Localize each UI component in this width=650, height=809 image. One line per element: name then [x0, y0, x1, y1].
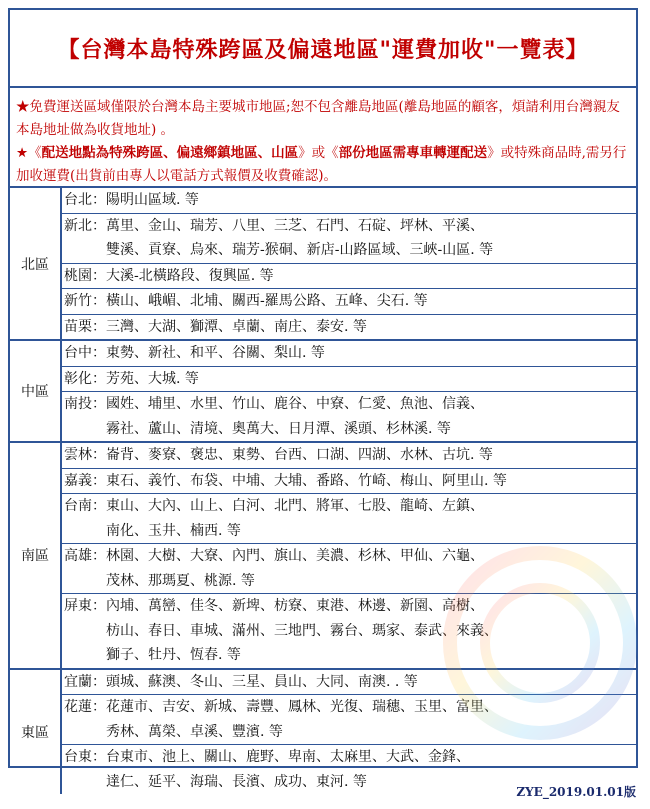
place-list	[106, 392, 632, 441]
place-line: 獅子、牡丹、恆春. 等	[106, 647, 241, 663]
place-list	[106, 289, 632, 314]
county-row	[62, 188, 636, 214]
place-line: 芳苑、大城. 等	[106, 370, 199, 387]
place-line: 台東市、池上、關山、鹿野、卑南、太麻里、大武、金鋒、	[106, 749, 470, 765]
county-name: 彰化：	[64, 370, 106, 387]
place-line: 頭城、蘇澳、冬山、三星、員山、大同、南澳. . 等	[106, 673, 418, 690]
region-label: 北區	[10, 188, 62, 339]
region-label: 中區	[10, 341, 62, 441]
place-line: 橫山、峨嵋、北埔、關西-羅馬公路、五峰、尖石. 等	[106, 293, 428, 309]
note-special-zone: 配送地點為特殊跨區、偏遠鄉鎮地區、山區	[41, 145, 299, 161]
place-line: 國姓、埔里、水里、竹山、鹿谷、中寮、仁愛、魚池、信義、	[106, 396, 484, 412]
county-row	[62, 315, 636, 340]
place-line: 茂林、那瑪夏、桃源. 等	[106, 572, 255, 589]
watermark-logo	[440, 518, 640, 768]
county-name: 宜蘭：	[64, 673, 106, 690]
title-box	[10, 10, 636, 88]
county-row	[62, 367, 636, 393]
county-rows	[62, 341, 636, 441]
county-name: 新北：	[64, 217, 106, 234]
place-list	[106, 188, 632, 213]
county-name: 台南：	[64, 498, 106, 514]
place-list	[106, 469, 632, 494]
place-line: 萬里、金山、瑞芳、八里、三芝、石門、石碇、坪林、平溪、	[106, 217, 484, 234]
county-name: 嘉義：	[64, 472, 106, 489]
note-free-shipping	[16, 96, 630, 142]
county-row	[62, 214, 636, 264]
county-name: 高雄：	[64, 548, 106, 564]
region-block	[10, 188, 636, 341]
place-list	[106, 367, 632, 392]
county-name: 苗栗：	[64, 318, 106, 335]
place-line: 三灣、大湖、獅潭、卓蘭、南庄、泰安. 等	[106, 318, 367, 335]
county-row	[62, 264, 636, 290]
page-title: 【台灣本島特殊跨區及偏遠地區"運費加收"一覽表】	[57, 36, 589, 63]
county-name: 桃園：	[64, 267, 106, 284]
place-line: 東山、大內、山上、白河、北門、將軍、七股、龍崎、左鎮、	[106, 498, 484, 514]
place-line: 枋山、春日、車城、滿州、三地門、霧台、瑪家、泰武、來義、	[106, 622, 498, 639]
region-label: 東區	[10, 670, 62, 795]
place-list	[106, 443, 632, 468]
county-name: 雲林：	[64, 447, 106, 463]
surcharge-table	[8, 8, 638, 790]
star-icon: ★	[16, 99, 30, 115]
place-line: 崙背、麥寮、褒忠、東勢、台西、口湖、四湖、水林、古坑. 等	[106, 447, 493, 463]
place-list	[106, 341, 632, 366]
county-name: 花蓮：	[64, 699, 106, 715]
place-line: 霧社、蘆山、清境、奧萬大、日月潭、溪頭、杉林溪. 等	[106, 420, 451, 437]
star-icon: ★	[16, 145, 29, 161]
place-list	[106, 214, 632, 263]
note-extra-charge: ★《配送地點為特殊跨區、偏遠鄉鎮地區、山區》或《部份地區需專車轉運配送》或特殊商品時,需另行加收運費(出貨前由專人以電話方式報價及收費確認)。	[16, 145, 627, 184]
place-line: 秀林、萬榮、卓溪、豐濱. 等	[106, 723, 283, 740]
county-name: 台東：	[64, 749, 106, 765]
note-transfer-delivery: 部份地區需專車轉運配送	[338, 145, 488, 161]
note-free-shipping-text: 免費運送區域僅限於台灣本島主要城市地區;恕不包含離島地區(離島地區的顧客，煩請利用台灣親友本島地址做為收貨地址) 。	[16, 99, 620, 138]
place-line: 南化、玉井、楠西. 等	[106, 522, 241, 539]
version-label: ZYE_2019.01.01版	[516, 785, 636, 799]
place-line: 達仁、延平、海瑞、長濱、成功、東河. 等	[106, 773, 367, 790]
place-line: 東勢、新社、和平、谷關、梨山. 等	[106, 345, 325, 361]
place-line: 大溪-北橫路段、復興區. 等	[106, 267, 274, 284]
county-name: 台北：	[64, 192, 106, 208]
county-row	[62, 469, 636, 495]
place-line: 內埔、萬巒、佳冬、新埤、枋寮、東港、林邊、新園、高樹、	[106, 598, 484, 614]
place-line: 東石、義竹、布袋、中埔、大埔、番路、竹崎、梅山、阿里山. 等	[106, 472, 507, 489]
place-line: 雙溪、貢寮、烏來、瑞芳-猴硐、新店-山路區域、三峽-山區. 等	[106, 242, 494, 258]
place-list	[106, 315, 632, 340]
place-list	[106, 264, 632, 289]
county-row	[62, 341, 636, 367]
notes-section	[10, 88, 636, 188]
county-rows	[62, 188, 636, 339]
county-name: 南投：	[64, 396, 106, 412]
county-row	[62, 392, 636, 441]
region-label: 南區	[10, 443, 62, 668]
county-name: 屏東：	[64, 598, 106, 614]
county-name: 台中：	[64, 345, 106, 361]
place-line: 陽明山區域. 等	[106, 192, 199, 208]
county-row	[62, 443, 636, 469]
region-block	[10, 341, 636, 443]
place-line: 花蓮市、吉安、新城、壽豐、鳳林、光復、瑞穗、玉里、富里、	[106, 699, 498, 715]
county-row	[62, 289, 636, 315]
county-name: 新竹：	[64, 293, 106, 309]
place-line: 林園、大樹、大寮、內門、旗山、美濃、杉林、甲仙、六龜、	[106, 548, 484, 564]
